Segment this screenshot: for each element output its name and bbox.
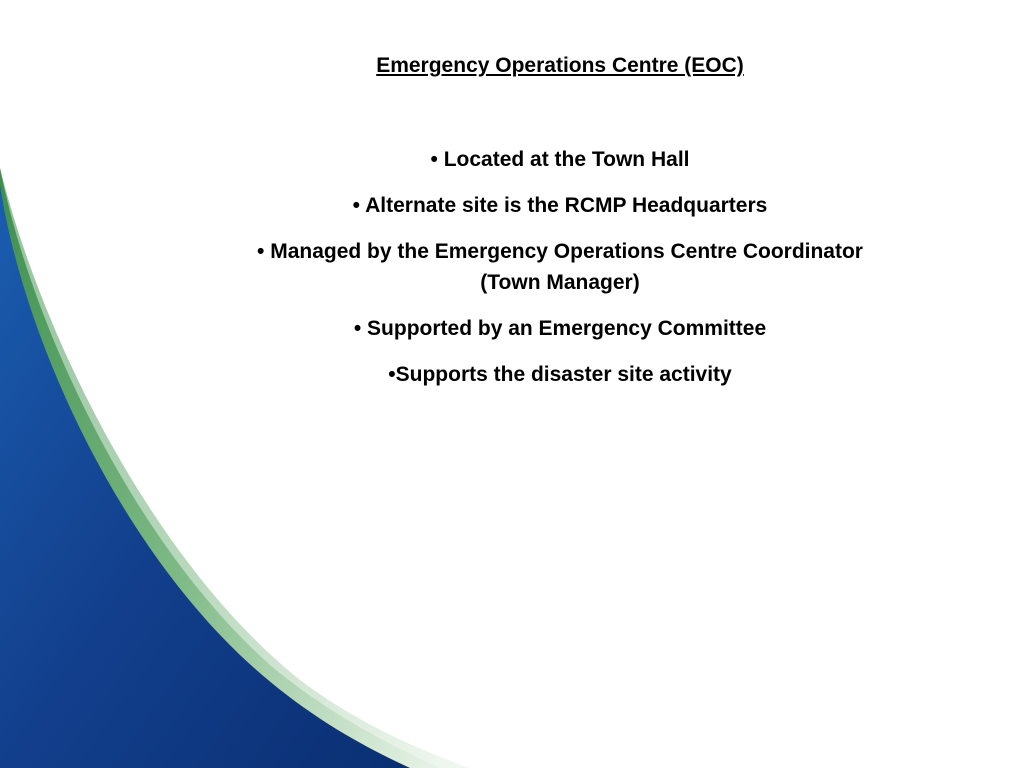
bullet-marker: • [257, 240, 271, 263]
bullet-marker: • [388, 363, 396, 386]
bullet-item [160, 190, 960, 221]
bullet-list [160, 144, 960, 405]
bullet-marker: • [352, 194, 366, 217]
slide-title: Emergency Operations Centre (EOC) [376, 54, 744, 77]
bullet-item [160, 359, 960, 390]
bullet-item [160, 144, 960, 175]
bullet-marker: • [353, 317, 368, 340]
bullet-text: Supported by an Emergency Committee [367, 317, 767, 340]
bullet-item [160, 313, 960, 344]
bullet-text: Supports the disaster site activity [395, 363, 732, 386]
bullet-item [160, 236, 960, 298]
bullet-marker: • [430, 148, 444, 171]
bullet-continuation: (Town Manager) [480, 271, 640, 294]
bullet-first-line [160, 236, 960, 267]
bullet-text: Alternate site is the RCMP Headquarters [365, 194, 768, 217]
bullet-text: Managed by the Emergency Operations Centre Coordinator [270, 240, 863, 263]
bullet-text: Located at the Town Hall [443, 148, 690, 171]
